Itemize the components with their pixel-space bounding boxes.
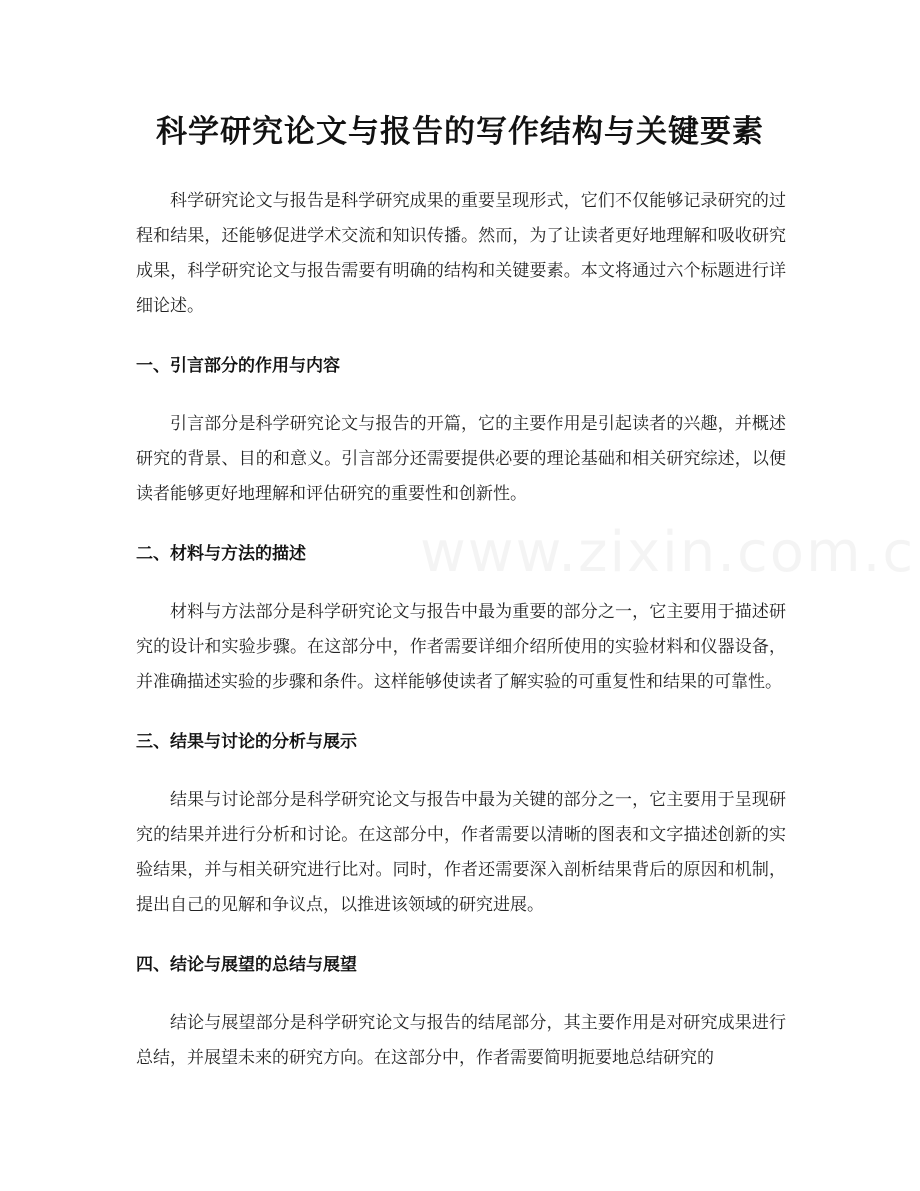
section-heading-2: 二、材料与方法的描述 <box>136 544 306 564</box>
section-heading-4: 四、结论与展望的总结与展望 <box>136 955 357 975</box>
section-body-4: 结论与展望部分是科学研究论文与报告的结尾部分，其主要作用是对研究成果进行总结，并展望未来的研究方向。在这部分中，作者需要简明扼要地总结研究的 <box>136 1013 786 1068</box>
section-heading-1: 一、引言部分的作用与内容 <box>136 356 340 376</box>
section-body-3: 结果与讨论部分是科学研究论文与报告中最为关键的部分之一，它主要用于呈现研究的结果并进行分析和讨论。在这部分中，作者需要以清晰的图表和文字描述创新的实验结果，并与相关研究进行比对。同时，作者还需要深入剖析结果背后的原因和机制，提出自己的见解和争议点，以推进该领域的研究进展。 <box>136 790 786 915</box>
section-body-2: 材料与方法部分是科学研究论文与报告中最为重要的部分之一，它主要用于描述研究的设计和实验步骤。在这部分中，作者需要详细介绍所使用的实验材料和仪器设备，并准确描述实验的步骤和条件。这样能够使读者了解实验的可重复性和结果的可靠性。 <box>136 602 786 692</box>
intro-paragraph: 科学研究论文与报告是科学研究成果的重要呈现形式，它们不仅能够记录研究的过程和结果，还能够促进学术交流和知识传播。然而，为了让读者更好地理解和吸收研究成果，科学研究论文与报告需要有明确的结构和关键要素。本文将通过六个标题进行详细论述。 <box>136 191 786 316</box>
document-body <box>136 184 786 1076</box>
document-title: 科学研究论文与报告的写作结构与关键要素 <box>156 114 764 150</box>
section-body-1: 引言部分是科学研究论文与报告的开篇，它的主要作用是引起读者的兴趣，并概述研究的背景、目的和意义。引言部分还需要提供必要的理论基础和相关研究综述，以便读者能够更好地理解和评估研究的重要性和创新性。 <box>136 414 786 504</box>
section-heading-3: 三、结果与讨论的分析与展示 <box>136 732 357 752</box>
